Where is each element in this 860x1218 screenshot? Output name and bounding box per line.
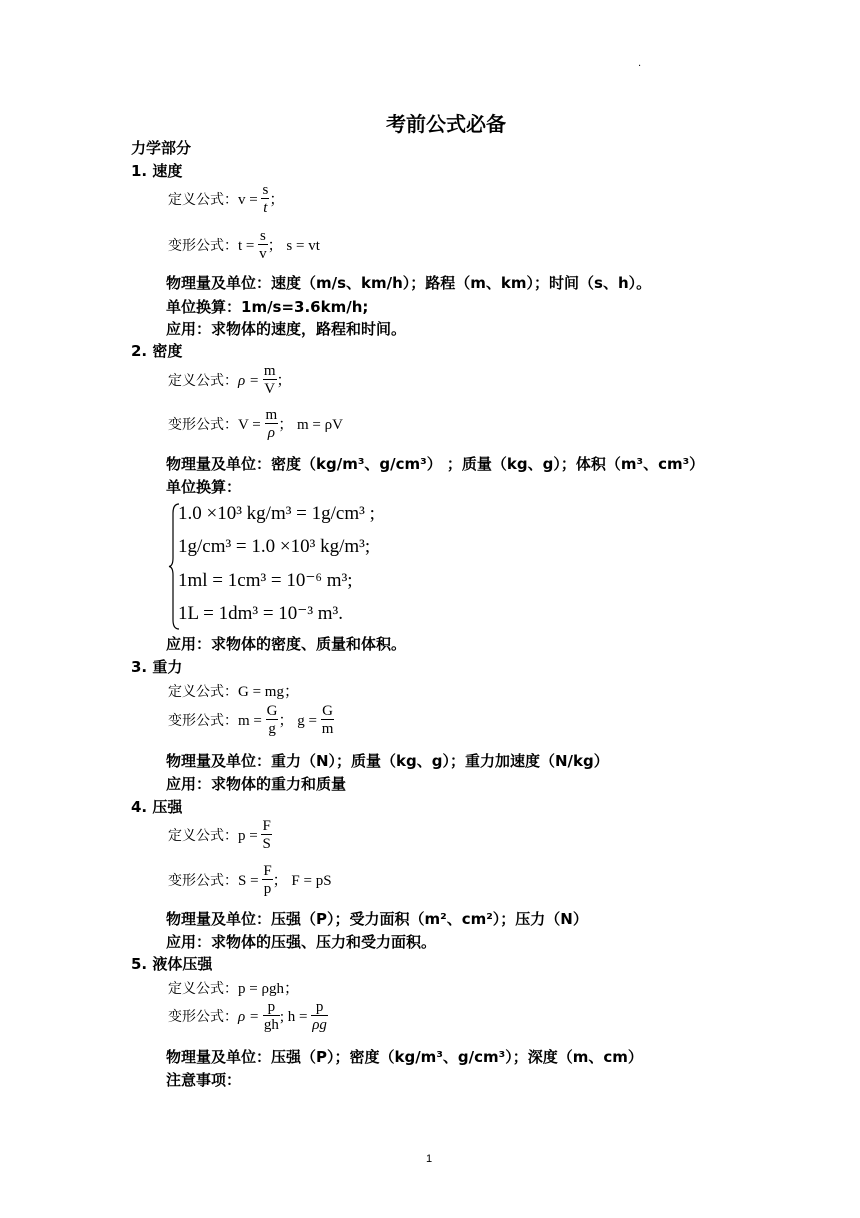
variant-label: 变形公式： [168,713,238,729]
formula-prefix: ρ = [238,1009,263,1025]
denominator: m [321,721,334,737]
formula-prefix: ; h = [279,1009,312,1025]
conversion-line: 1L = 1dm³ = 10⁻³ m³. [178,603,344,624]
heading-pressure: 4. 压强 [131,798,183,816]
fraction [321,704,335,737]
formula-suffix: ； [269,192,285,208]
numerator: F [263,863,272,879]
variant-label: 变形公式： [168,1009,238,1025]
denominator: S [262,836,271,852]
formula-rest: ； F = pS [272,873,332,889]
formula-prefix: S = [238,873,263,889]
numerator: G [322,703,333,719]
numerator: s [262,182,269,198]
numerator: p [311,1000,328,1016]
fraction [266,704,279,737]
gravity-application: 应用：求物体的重力和质量 [166,775,347,793]
fraction [263,364,277,397]
definition-label: 定义公式： [168,684,238,700]
section-title: 力学部分 [131,139,192,157]
numerator: F [262,818,271,834]
formula-prefix: t = [238,238,259,254]
speed-variants [168,229,320,262]
gravity-variants [168,704,334,737]
denominator: gh [263,1017,279,1033]
fraction [258,229,268,262]
fraction [311,1000,328,1033]
denominator: V [264,381,276,397]
speed-conversion: 单位换算：1m/s=3.6km/h; [166,298,369,316]
fraction [263,1000,280,1033]
numerator: p [263,1000,280,1016]
formula-suffix: ； [276,373,292,389]
density-application: 应用：求物体的密度、质量和体积。 [166,635,407,653]
conversion-line: 1g/cm³ = 1.0 ×10³ kg/m³; [178,536,371,557]
conversion-line: 1.0 ×10³ kg/m³ = 1g/cm³ ; [178,503,375,524]
heading-density: 2. 密度 [131,342,183,360]
numerator: s [259,228,266,244]
speed-application: 应用：求物体的速度，路程和时间。 [166,320,407,338]
heading-speed: 1. 速度 [131,162,183,180]
speed-definition [168,183,284,216]
definition-label: 定义公式： [168,192,238,208]
density-variants [168,408,343,441]
definition-label: 定义公式： [168,373,238,389]
page-number: 1 [426,1153,433,1165]
variant-label: 变形公式： [168,873,238,889]
liquid-pressure-units: 物理量及单位：压强（P）；密度（kg/m³、g/cm³）；深度（m、cm） [166,1048,643,1066]
density-conversion-label: 单位换算： [166,478,242,496]
fraction [261,819,271,852]
density-units: 物理量及单位：密度（kg/m³、g/cm³） ；质量（kg、g）；体积（m³、cm³） [166,455,705,473]
formula-rest: ； s = vt [267,238,320,254]
conversion-line: 1ml = 1cm³ = 10⁻⁶ m³; [178,570,353,591]
gravity-units: 物理量及单位：重力（N）；质量（kg、g）；重力加速度（N/kg） [166,752,609,770]
formula-prefix: v = [238,192,262,208]
formula: G = mg； [238,684,299,700]
formula: p = ρgh； [238,981,299,997]
definition-label: 定义公式： [168,981,238,997]
fraction [265,408,279,441]
formula-rest: ； m = ρV [278,417,343,433]
pressure-units: 物理量及单位：压强（P）；受力面积（m²、cm²）；压力（N） [166,910,588,928]
numerator: m [263,363,276,379]
page-title: 考前公式必备 [386,112,506,136]
denominator: p [263,881,272,897]
numerator: G [266,703,278,719]
fraction [262,864,272,897]
speed-units: 物理量及单位：速度（m/s、km/h）；路程（m、km）；时间（s、h）。 [166,274,652,292]
gravity-definition [168,680,299,701]
pressure-variants [168,864,332,897]
denominator: ρg [312,1017,327,1033]
variant-label: 变形公式： [168,238,238,254]
header-dot: . [638,58,642,69]
pressure-definition [168,819,272,852]
pressure-application: 应用：求物体的压强、压力和受力面积。 [166,933,437,951]
formula-prefix: p = [238,828,262,844]
formula-prefix: ρ = [238,373,263,389]
denominator: v [259,246,267,262]
variant-label: 变形公式： [168,417,238,433]
liquid-pressure-definition [168,977,299,998]
liquid-pressure-note: 注意事项： [166,1071,242,1089]
denominator: g [268,721,276,737]
numerator: m [265,407,278,423]
definition-label: 定义公式： [168,828,238,844]
denominator: ρ [267,425,275,441]
heading-gravity: 3. 重力 [131,658,183,676]
density-definition [168,364,292,397]
formula-prefix: ； g = [278,713,321,729]
heading-liquid-pressure: 5. 液体压强 [131,955,213,973]
denominator: t [263,200,268,216]
liquid-pressure-variants [168,1000,328,1033]
formula-prefix: m = [238,713,266,729]
formula-prefix: V = [238,417,265,433]
